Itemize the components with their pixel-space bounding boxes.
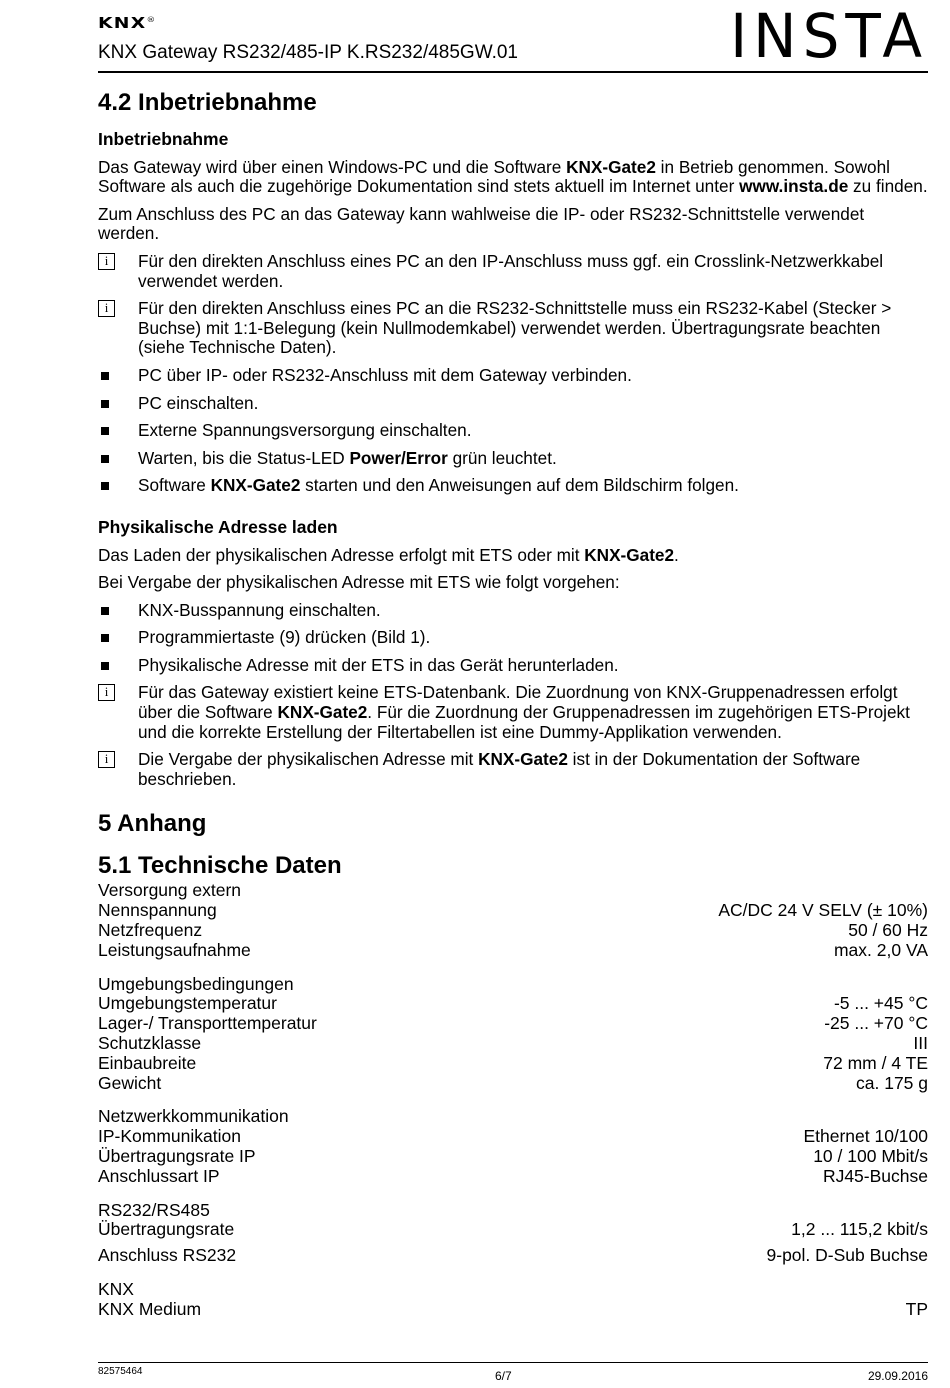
spec-value: RJ45-Buchse — [822, 1165, 928, 1186]
spec-value: AC/DC 24 V SELV (± 10%) — [718, 900, 928, 921]
spec-row — [98, 1246, 928, 1266]
info-note: i Für den direkten Anschluss eines PC an den IP-Anschluss muss ggf. ein Crosslink-Netzwerkkabel verwendet werden. — [98, 252, 928, 291]
bullet-icon — [101, 455, 109, 463]
page-footer — [98, 1366, 928, 1384]
spec-label: KNX Medium — [98, 1298, 202, 1319]
spec-row — [98, 1054, 928, 1074]
bullet-icon — [101, 662, 109, 670]
spec-row — [98, 1300, 928, 1320]
spec-row — [98, 941, 928, 961]
spec-group — [98, 1280, 928, 1320]
info-note: i Für den direkten Anschluss eines PC an die RS232-Schnittstelle muss ein RS232-Kabel (Stecker > Buchse) mit 1:1-Belegung (kein Nullmodemkabel) verwendet werden. Übertragungsrate beachten (siehe Technische Daten). — [98, 299, 928, 358]
section-heading-5-1: 5.1 Technische Daten — [98, 852, 342, 880]
insta-logo: INSTA — [730, 0, 928, 72]
info-icon: i — [98, 300, 115, 317]
bullet-icon — [101, 400, 109, 408]
list-item: PC über IP- oder RS232-Anschluss mit dem Gateway verbinden. — [98, 366, 928, 386]
spec-group — [98, 1201, 928, 1241]
list-item: Programmiertaste (9) drücken (Bild 1). — [98, 628, 928, 648]
spec-value: III — [913, 1033, 928, 1054]
technical-data-table — [98, 881, 928, 1319]
spec-row — [98, 1074, 928, 1094]
bullet-icon — [101, 482, 109, 490]
spec-row — [98, 901, 928, 921]
spec-row — [98, 1167, 928, 1187]
list-item: PC einschalten. — [98, 394, 928, 414]
list-item: Physikalische Adresse mit der ETS in das Gerät herunterladen. — [98, 656, 928, 676]
list-item: KNX-Busspannung einschalten. — [98, 601, 928, 621]
spec-label: Leistungsaufnahme — [98, 939, 251, 960]
document-title: KNX Gateway RS232/485-IP K.RS232/485GW.01 — [98, 42, 518, 63]
spec-value: 72 mm / 4 TE — [823, 1052, 928, 1073]
spec-group-title: Netzwerkkommunikation — [98, 1106, 289, 1127]
spec-value: max. 2,0 VA — [833, 939, 928, 960]
spec-row — [98, 994, 928, 1014]
spec-label: Netzfrequenz — [98, 920, 203, 941]
spec-value: -5 ... +45 °C — [833, 993, 928, 1014]
spec-label: Gewicht — [98, 1072, 162, 1093]
spec-row — [98, 921, 928, 941]
subheading-inbetriebnahme: Inbetriebnahme — [98, 129, 229, 149]
spec-label: Schutzklasse — [98, 1033, 202, 1054]
paragraph-address: Das Laden der physikalischen Adresse erfolgt mit ETS oder mit KNX-Gate2. — [98, 544, 679, 565]
header-divider — [98, 71, 928, 73]
spec-label: Einbaubreite — [98, 1052, 197, 1073]
spec-row — [98, 1127, 928, 1147]
spec-row — [98, 1014, 928, 1034]
info-icon: i — [98, 751, 115, 768]
footer-divider — [98, 1362, 928, 1363]
document-date: 29.09.2016 — [867, 1369, 928, 1383]
list-item: Externe Spannungsversorgung einschalten. — [98, 421, 928, 441]
bullet-icon — [101, 372, 109, 380]
bullet-icon — [101, 607, 109, 615]
spec-group-title: Versorgung extern — [98, 880, 242, 901]
spec-group-title: Umgebungsbedingungen — [98, 973, 294, 994]
spec-row — [98, 1220, 928, 1240]
spec-group-title: KNX — [98, 1278, 134, 1299]
spec-row — [98, 1034, 928, 1054]
subheading-physikalische-adresse: Physikalische Adresse laden — [98, 516, 338, 537]
spec-value: 1,2 ... 115,2 kbit/s — [791, 1219, 928, 1240]
spec-label: Anschluss RS232 — [98, 1245, 237, 1266]
spec-label: Übertragungsrate IP — [98, 1146, 256, 1166]
paragraph-connection: Zum Anschluss des PC an das Gateway kann wahlweise die IP- oder RS232-Schnittstelle verwendet werden. — [98, 203, 865, 244]
document-number: 82575464 — [98, 1366, 143, 1377]
spec-label: Lager-/ Transporttemperatur — [98, 1013, 317, 1034]
info-note: i Für das Gateway existiert keine ETS-Datenbank. Die Zuordnung von KNX-Gruppenadressen erfolgt über die Software KNX-Gate2. Für die Zuordnung der Gruppenadressen im zugehörigen ETS-Projekt und die korrekte Erstellung der Filtertabellen ist eine Dummy-Applikation verwenden. — [98, 683, 928, 742]
info-note: i Die Vergabe der physikalischen Adresse mit KNX-Gate2 ist in der Dokumentation der Software beschrieben. — [98, 750, 928, 789]
spec-value: 9-pol. D-Sub Buchse — [766, 1245, 928, 1266]
spec-value: 10 / 100 Mbit/s — [813, 1146, 928, 1166]
bullet-icon — [101, 634, 109, 642]
spec-label: Anschlussart IP — [98, 1165, 220, 1186]
spec-value: ca. 175 g — [856, 1072, 928, 1093]
spec-group — [98, 1107, 928, 1186]
spec-value: TP — [905, 1298, 928, 1319]
spec-label: Umgebungstemperatur — [98, 993, 277, 1014]
spec-value: -25 ... +70 °C — [824, 1013, 928, 1034]
paragraph-intro: Das Gateway wird über einen Windows-PC und die Software KNX-Gate2 in Betrieb genommen. Sowohl Software als auch die zugehörige Dokumentation sind stets aktuell im Internet unter www.insta.de zu finden. — [98, 156, 928, 197]
spec-value: Ethernet 10/100 — [803, 1126, 928, 1147]
page-header — [0, 0, 950, 76]
spec-group-title: RS232/RS485 — [98, 1199, 210, 1220]
info-icon: i — [98, 684, 115, 701]
spec-group — [98, 1246, 928, 1266]
spec-label: Nennspannung — [98, 900, 217, 921]
spec-row — [98, 1147, 928, 1167]
spec-group — [98, 881, 928, 960]
spec-label: IP-Kommunikation — [98, 1126, 241, 1147]
spec-group — [98, 975, 928, 1094]
bullet-icon — [101, 427, 109, 435]
spec-label: Übertragungsrate — [98, 1219, 235, 1240]
spec-value: 50 / 60 Hz — [848, 920, 928, 941]
knx-logo: KNX® — [98, 14, 157, 32]
info-icon: i — [98, 253, 115, 270]
page-content — [98, 88, 928, 1334]
list-item: Software KNX-Gate2 starten und den Anweisungen auf dem Bildschirm folgen. — [98, 476, 928, 496]
list-item: Warten, bis die Status-LED Power/Error grün leuchtet. — [98, 449, 928, 469]
page-number: 6/7 — [495, 1369, 512, 1383]
section-heading-5: 5 Anhang — [98, 810, 207, 838]
section-heading-4-2: 4.2 Inbetriebnahme — [98, 89, 317, 116]
paragraph-ets: Bei Vergabe der physikalischen Adresse mit ETS wie folgt vorgehen: — [98, 572, 620, 593]
